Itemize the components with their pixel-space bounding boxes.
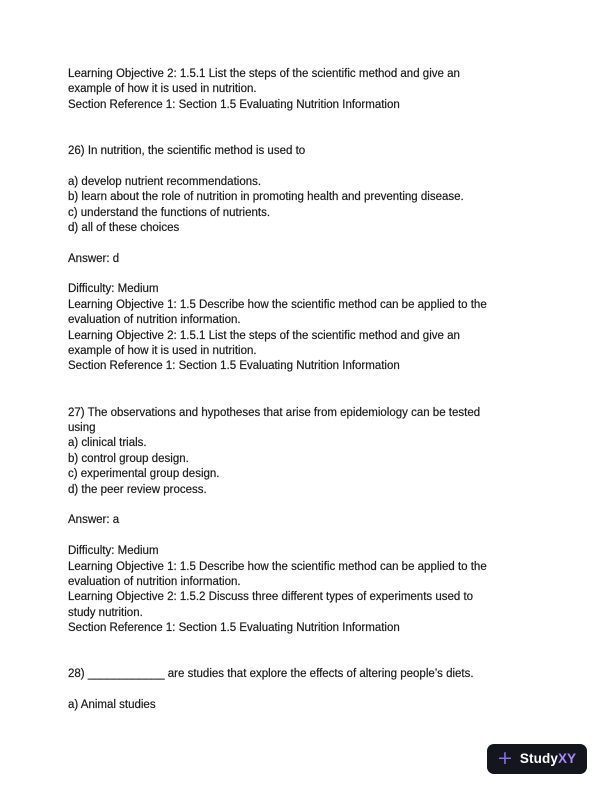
reference-intro	[68, 67, 592, 113]
question-26-choices	[68, 175, 592, 237]
text-line: Difficulty: Medium	[68, 283, 159, 296]
question-27	[68, 406, 592, 498]
text-line: b) learn about the role of nutrition in promoting health and preventing disease.	[68, 191, 464, 204]
document-text-layer	[68, 67, 592, 713]
text-line: c) experimental group design.	[68, 468, 220, 481]
text-line: Section Reference 1: Section 1.5 Evaluating Nutrition Information	[68, 98, 400, 111]
text-line: Answer: a	[68, 514, 120, 527]
text-line: Learning Objective 2: 1.5.1 List the steps of the scientific method and give an	[68, 329, 460, 342]
question-28-choice-a	[68, 698, 592, 713]
studyxy-logo-badge[interactable]	[487, 744, 587, 774]
text-line: a) Animal studies	[68, 699, 156, 712]
text-line: Difficulty: Medium	[68, 545, 159, 558]
text-line: 26) In nutrition, the scientific method is used to	[68, 144, 306, 157]
text-line: 28) ____________ are studies that explore the effects of altering people’s diets.	[68, 668, 474, 681]
question-28-stem	[68, 667, 592, 682]
plus-icon: +	[497, 746, 513, 769]
answer-27	[68, 513, 592, 528]
text-line: Answer: d	[68, 252, 120, 265]
text-line: a) develop nutrient recommendations.	[68, 175, 262, 188]
meta-27	[68, 544, 592, 636]
text-line: Section Reference 1: Section 1.5 Evaluating Nutrition Information	[68, 360, 400, 373]
studyxy-logo-text	[520, 752, 576, 766]
text-line: example of how it is used in nutrition.	[68, 345, 257, 358]
text-line: example of how it is used in nutrition.	[68, 83, 257, 96]
text-line: evaluation of nutrition information.	[68, 575, 241, 588]
text-line: evaluation of nutrition information.	[68, 314, 241, 327]
question-26-stem	[68, 144, 592, 159]
text-line: using	[68, 422, 96, 435]
text-line: study nutrition.	[68, 606, 143, 619]
text-line: a) clinical trials.	[68, 437, 147, 450]
text-line: d) the peer review process.	[68, 483, 207, 496]
answer-26	[68, 252, 592, 267]
logo-text-xy: XY	[557, 751, 577, 767]
text-line: Learning Objective 1: 1.5 Describe how the scientific method can be applied to the	[68, 298, 487, 311]
logo-text-study: Study	[519, 751, 558, 767]
meta-26	[68, 282, 592, 374]
text-line: c) understand the functions of nutrients.	[68, 206, 271, 219]
text-line: 27) The observations and hypotheses that arise from epidemiology can be tested	[68, 406, 481, 419]
text-line: Section Reference 1: Section 1.5 Evaluating Nutrition Information	[68, 622, 400, 635]
text-line: Learning Objective 2: 1.5.1 List the steps of the scientific method and give an	[68, 68, 460, 80]
text-line: d) all of these choices	[68, 221, 180, 234]
text-line: Learning Objective 2: 1.5.2 Discuss three different types of experiments used to	[68, 591, 474, 604]
text-line: Learning Objective 1: 1.5 Describe how the scientific method can be applied to the	[68, 560, 487, 573]
text-line: b) control group design.	[68, 452, 189, 465]
